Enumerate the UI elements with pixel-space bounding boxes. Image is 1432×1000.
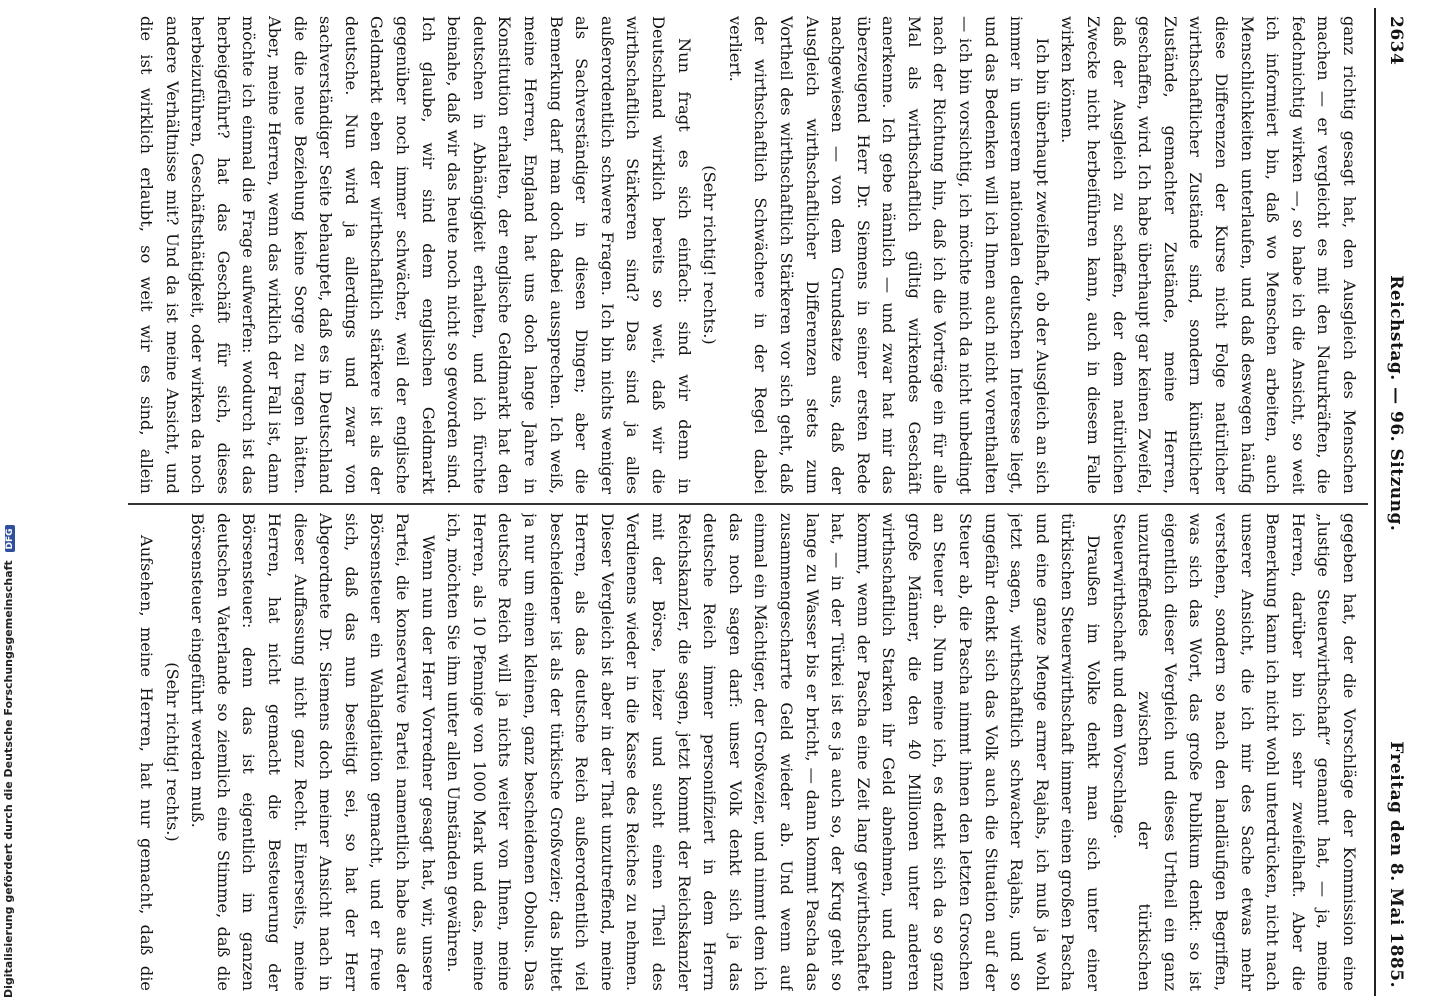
column-divider [128,503,1368,505]
text-paragraph: Nun fragt es sich einfach: sind wir denn in Deutschland wirklich bereits so weit, daß wir die wirthschaftlich Stärkeren sind? Das sind ja alles außerordentlich schwere Fragen. Ich bin nichts weniger als Sachverständiger in diesen Dingen; aber die Bemerkung darf man doch dabei aussprechen. Ich weiß, meine Herren, England hat uns doch lange Jahre in Konstitution erhalten, der englische Geldmarkt hat den deutschen in Abhängigkeit erhalten, und ich fürchte beinahe, daß wir das heute noch nicht so geworden sind. Ich glaube, wir sind dem englischen Geldmarkt gegenüber noch immer schwächer, weil der englische Geldmarkt eben der wirthschaftlich stärkere ist als der deutsche. Nun wird ja allerdings und zwar von sachverständiger Seite behauptet, daß es in Deutschland die die neue Beziehung keine Sorge zu tragen hätten. Aber, meine Herren, wenn das wirklich der Fall ist, dann möchte ich einmal die Frage aufwerfen: wodurch ist das herbeigeführt? hat das Geschäft für sich, dieses herbeizuführen, Geschäftsthätigkeit, oder wirken da noch andere Verhältnisse mit? Und da ist meine Ansicht, und die ist wirklich erlaubt, so weit wir es sind, allein [137,16,694,494]
text-paragraph: Aufsehen, meine Herren, hat nur gemacht, daß die [137,535,157,991]
text-paragraph: Draußen im Volke denkt man sich unter einer türkischen Steuerwirthschaft immer einen großen Pascha und eine ganze Menge armer Rajahs, ich muß ja wohl jetzt sagen, wirthschaftlich schwacher Rajahs, und so ungefähr denkt sich das Volk auch die Situation auf der Steuer ab, die Pascha nimmt ihnen den letzten Groschen an Steuer ab. Nun meine ich, es denkt sich da so ganz große Männer, die den 40 Millionen unter anderen wirthschaftlich Starken ihr Geld abnehmen, und dann kommt, wenn der Pascha eine Zeit lang gewirthschaftet hat, — in der Türkei ist es ja auch so, der Krug geht so lange zu Wasser bis er bricht, — dann kommt Pascha das zusammengescharrte Geld wieder ab. Und wenn auf einmal ein Mächtiger, der Großvezier, und nimmt dem ich das noch sagen darf: unser Volk denkt sich ja das deutsche Reich immer personifiziert in dem Herrn Reichskanzler, die sagen, jetzt kommt der Reichskanzler mit der Börse, heizer und sucht einen Theil des Verdienens wieder in die Kasse des Reiches zu nehmen. Dieser Vergleich ist aber in der That unzutreffend, meine Herren, als das deutsche Reich außerordentlich viel bescheidener ist als der türkische Großvezier; das bittet ja nur um einen kleinen, ganz bescheidenen Obolus. Das deutsche Reich will ja nichts weiter von Ihnen, meine Herren, als 10 Pfennige von 1000 Mark und das, meine ich, möchten Sie ihm unter allen Umständen gewähren. [444,513,1104,991]
left-column [132,16,1362,494]
page-title: Reichstag. — 96. Sitzung. [1386,275,1406,532]
rotated-page [120,8,1420,996]
footer-text: Digitalisierung gefördert durch die Deutsche Forschungsgemeinschaft [2,560,15,998]
right-column [132,513,1362,991]
dfg-logo: DFG [5,525,15,552]
interjection: (Sehr richtig! rechts.) [162,662,182,842]
text-paragraph: ganz richtig gesagt hat, den Ausgleich des Menschen machen — er vergleicht es mit den Naturkräften, die fedchnichtig wirken —, so habe ich die Ansicht, so weit ich informiert bin, daß wo Menschen arbeiten, auch Menschlichkeiten unterlaufen, und daß deswegen häufig diese Differenzen der Kurse nicht Folge natürlicher wirthschaftlicher Zustände sind, sondern künstlicher Zustände, gemachter Zustände, meine Herren, geschaffen, wird. Ich habe überhaupt gar keinen Zweifel, daß der Ausgleich zu schaffen, der dem natürlichen Zwecke nicht herbeiführen kann, auch in diesem Falle wirken können. [1058,16,1359,494]
interjection: (Sehr richtig! rechts.) [700,165,720,345]
text-paragraph: gegeben hat, der die Vorschläge der Kommission eine „lustige Steuerwirthschaft“ genannt hat, — ja, meine Herren, darüber bin ich sehr zweifelhaft. Aber die Bemerkung kann ich nicht wohl unterdrücken, nicht nach unserer Ansicht, die ich mir des Sache etwas mehr verstehen, sondern so nach den landläufigen Begriffen, was sich das Wort, das große Publikum denkt: so ist eigentlich dieser Vergleich und dieses Urtheil ein ganz unzutreffendes zwischen der türkischen Steuerwirthschaft und dem Vorschlage. [1109,513,1359,991]
footer-credit [2,2,16,998]
text-paragraph: Wenn nun der Herr Vorredner gesagt hat, wir, unsere Partei, die konservative Partei namentlich habe aus der Börsensteuer ein Wahlagitation gemacht, und er freue sich, daß das nun beseitigt sei, so hat der Herr Abgeordnete Dr. Siemens doch meiner Ansicht nach in dieser Auffassung nicht ganz Recht. Einerseits, meine Herren, hat nicht gemacht die Besteuerung der Börsensteuer: denn das ist eigentlich im ganzen deutschen Vaterlande so ziemlich eine Stimme, daß die Börsensteuer eingeführt werden muß. [188,513,438,991]
page-date: Freitag den 8. Mai 1885. [1386,741,1406,988]
text-paragraph: Ich bin überhaupt zweifelhaft, ob der Ausgleich an sich immer in unserem nationalen deutschen Interesse liegt, und das Bedenken will ich Ihnen auch nicht vorenthalten — ich bin vorsichtig, ich möchte mich da nicht unbedingt nach der Richtung hin, daß ich die Vorträge ein für alle Mal als wirthschaftlich gültig wirkendes Geschäft anerkenne. Ich gebe nämlich — und zwar hat mir das überzeugend Herr Dr. Siemens in seiner ersten Rede nachgewiesen — von dem Grundsatze aus, daß der Ausgleich wirthschaftlicher Differenzen stets zum Vortheil des wirthschaftlich Stärkeren vor sich geht, daß der wirthschaftlich Schwächere in der Regel dabei verliert. [725,16,1052,494]
page-header [1382,16,1410,988]
page-number: 2634 [1386,16,1406,66]
header-rule [1374,8,1376,996]
